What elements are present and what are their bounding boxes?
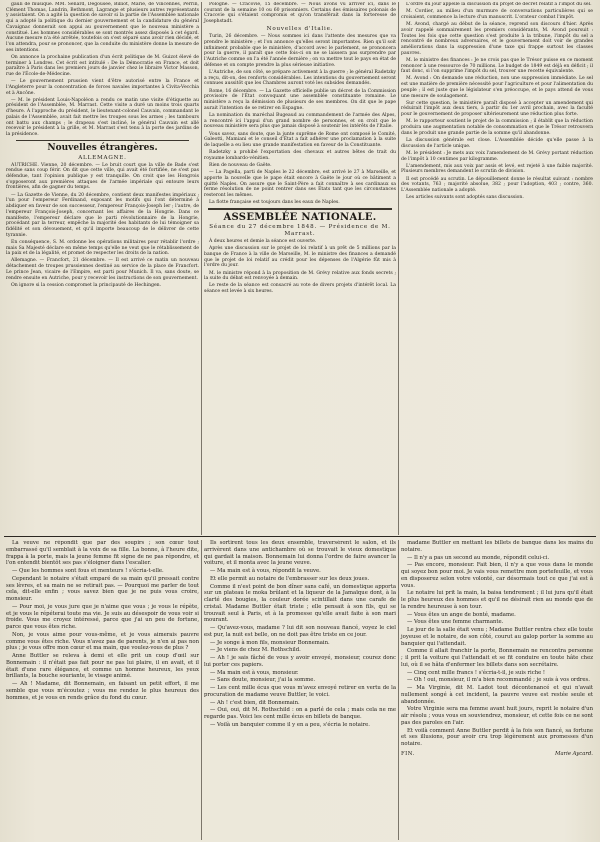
paragraph: — Vous êtes un ange de bonté, madame. (407, 611, 516, 618)
paragraph: Votre Virginie sera ma femme avant huit jours, reprit le notaire d'un air résolu ; vous vous en souviendrez, monsieur, et cette fois ce ne sont pas des paroles en l'air. (401, 706, 593, 726)
paragraph: — Ma main est à vous, répondit la veuve. (210, 568, 321, 574)
paragraph: On annonce la prochaine publication d'un écrit politique de M. Guizot élevé de terminer à Londres. Cet écrit est intitulé : De la Démocratie en France, et doit paraître à Paris dans les premiers jours de janvier chez le libraire Victor Masson, rue de l'École-de-Médecine. (6, 54, 199, 77)
divider (208, 208, 392, 210)
paragraph: Non, je vous aime pour vous-même, et je vous aimerais pauvre comme vous êtes riche. Vous n'avez pas de parents, je n'en ai pas non plus ; je vous offre mon cœur et ma main, que voulez-vous de plus ? (6, 631, 199, 652)
feuilleton-section (0, 540, 600, 840)
paragraph: Vous savez, sans doute, que la junte suprême de Rome ont composé le Comité, Galeotti, Mamiani et le conseil d'État a fait adhérer une proclamation à la suite de laquelle a eu lieu une grande manifestation en faveur de la Constituante. (204, 131, 396, 148)
paragraph: Comme il n'est point de bon dîner sans café, un domestique apporta sur un plateau le moka brûlant et la liqueur de la Jamaïque dont, à la clarté des bougies, la couleur dorée scintillait dans une carafe de cristal. Madame Buttler était triste ; elle pensait à son fils, qui se trouvait seul à Paris, et à la promesse qu'elle avait faite à son mari mourant. (204, 583, 396, 624)
paragraph: La discussion générale est close. L'Assemblée décide qu'elle passe à la discussion de l'article unique. (401, 137, 593, 149)
paragraph: — Sans doute, monsieur, j'ai la somme. (210, 677, 316, 684)
paragraph: M. le président : Je mets aux voix l'amendement de M. Grévy portant réduction de l'impôt à 10 centimes par kilogramme. (401, 150, 593, 162)
paragraph: Anne Buttler se releva à demi et elle prit un coup d'œil sur Bonnemain : il n'était pas fait pour ne pas lui plaire, il en avait, et il était d'une rare élégance, et comme un homme heureux, les yeux brillants, la bouche souriante, le visage animé. (6, 653, 199, 680)
paragraph: Les articles suivants sont adoptés sans discussion. (406, 195, 524, 201)
feuilleton-divider (4, 536, 596, 537)
paragraph: L'amendement, mis aux voix par assis et levé, est rejeté à une faible majorité. Plusieurs membres demandent le scrutin de division. (401, 163, 593, 175)
paragraph: L'Autriche, de son côté, se prépare activement à la guerre ; le général Radetzky a reçu, dit-on, des renforts considérables. Les intentions du gouvernement seront connues aussitôt que les Chambres auront voté les subsides demandés. (204, 70, 397, 87)
paragraph: La flotte française est toujours dans les eaux de Naples. (209, 200, 340, 206)
paragraph: M. Avond : On demande une réduction, non une suppression immédiate. Le sel est une matière de première nécessité pour l'agriculture et pour l'alimentation du peuple ; il est juste que le législateur s'en préoccupe, et le pays attend de vous une mesure de soulagement. (401, 76, 593, 99)
paragraph: — La Gazette de Vienne, du 20 décembre, contient deux manifestes impériaux ; l'un pour l'empereur Ferdinand, exposant les motifs qui l'ont déterminé à abdiquer en faveur de son successeur, l'empereur François-Joseph Ier ; l'autre, de l'empereur François-Joseph, concernant les affaires de la Hongrie. Dans ce manifeste, l'empereur déclare que le parti révolutionnaire de la Hongrie, procédant par la terreur, empêche la majorité des habitants de lui témoigner sa fidélité et son dévouement, et qu'il importe beaucoup de le délivrer de cette tyrannie. (6, 192, 199, 238)
paragraph: — Je songe à mon fils, monsieur Bonnemain. (210, 639, 330, 646)
paragraph: Cependant le notaire s'était emparé de sa main qu'il pressait contre ses lèvres, et sa main ne se retirait pas. — Pourquoi me parler de tout cela, dit-elle enfin ; vous savez bien que je ne puis vous croire, monsieur. (6, 575, 199, 602)
paragraph: — M. le président Louis-Napoléon a rendu ce matin une visite d'étiquette au président de l'Assemblée, M. Marrast. Cette visite a duré un moins trois quarts d'heure. À l'approche du président, le lieutenant-colonel Cauvain, commandant le palais de l'Assemblée, avait fait mettre les troupes sous les armes ; les tambours ont battu aux champs ; le drapeau s'est incliné, le général Cauvain est allé recevoir le président à la grille, et M. Marrast s'est tenu à la porte des jardins de la présidence. (6, 97, 199, 137)
paragraph: Allemagne. — Francfort, 21 décembre. — Il est arrivé ce matin un nouveau détachement de troupes prussiennes destiné au service de la place de Francfort. Le prince Jean, vicaire de l'Empire, est parti pour Munich. Il va, sans doute, se rendre ensuite en Autriche, pour y recevoir les instructions de son gouvernement. (6, 258, 199, 281)
paragraph: M. Cordier, au milieu d'un murmure de conversations particulières qui se croisaient, commence la lecture d'un manuscrit. L'orateur combat l'impôt. (401, 9, 593, 20)
paragraph: Sur cette question, le ministère paraît disposé à accepter un amendement qui réduirait l'impôt aux deux tiers, à partir du 1er avril prochain, avec la faculté pour le gouvernement de proposer ultérieurement une réduction plus forte. (401, 100, 593, 118)
paragraph: — Ah ! Madame, dit Bonnemain, en faisant un petit effort, il me semble que vous m'écoutez ; vous me rendez le plus heureux des hommes, et je vous en rends grâce du fond du cœur. (6, 681, 199, 701)
paragraph: — Ma Virginie, dit M. Ladot tout décontenancé et qui n'avait nullement songé à cet incident, la pauvre veuve est restée seule et abandonnée. (401, 685, 593, 705)
paragraph: — Que les hommes sont fous et menteurs ! s'écria-t-elle. (12, 568, 164, 574)
paragraph: — Je viens de chez M. Rothschild. (210, 647, 301, 654)
section-heading-foreign-news: Nouvelles étrangères. (47, 142, 158, 153)
fin-label: FIN. (401, 750, 415, 757)
paragraph: — Les cent mille écus que vous m'avez envoyé retirer en vertu de la procuration de madame veuve Buttler, le voici. (204, 685, 396, 698)
paragraph: Il est procédé au scrutin. Le dépouillement donne le résultat suivant : nombre des votants, 763 ; majorité absolue, 382 ; pour l'adoption, 403 ; contre, 360. L'Assemblée nationale a adopté. (401, 176, 593, 194)
section-heading-national-assembly: ASSEMBLÉE NATIONALE. (223, 212, 377, 223)
paragraph: — Ah ! je sais fâché de vous y avoir envoyé, monsieur, courez donc lui porter ces papiers. (204, 655, 396, 668)
paragraph: — Voilà un banquier comme il y en a peu, s'écria le notaire. (210, 721, 370, 728)
paragraph: — Pour moi, je vous jure que je n'aime que vous ; je vous le répète, et je vous le répéterai toute ma vie. Je suis au désespoir de vous voir si froide. Vous me croyez intéressé, parce que j'ai un peu de fortune, parce que vous êtes riche. (6, 603, 199, 630)
paragraph: Et voilà comment Anne Buttler perdit à la fois son fiancé, sa fortune et ses illusions, pour avoir cru trop légèrement aux promesses d'un notaire. (401, 727, 593, 747)
feuilleton-column-3 (398, 540, 595, 840)
ending (401, 751, 593, 758)
paragraph: Turin, 26 décembre. — Nous sommes ici dans l'attente des mesures que va prendre le ministère ; et l'on annonce qu'elles seront importantes. Rien qu'il soit infiniment probable que le ministère, d'accord avec le parlement, se prononcera pour la guerre, il paraît que cette fois-ci on ne se laissera pas surprendre par l'Autriche comme on l'a été l'année dernière ; on va mettre tout le pays en état de défense et on compte prendre la plus sérieuse initiative. (204, 34, 396, 68)
paragraph: Pologne. — Cracovie, 15 décembre. — Nous avons vu arriver ici, dans le courant de la semaine 10 ou 60 prisonniers. Certains des émissaires polonais de Cracovie qui s'étaient compromis et qu'on transférait dans la forteresse de Josephstadt. (204, 2, 396, 25)
paragraph: Le notaire lui prit la main, la baisa tendrement ; il lui jura qu'il était le plus heureux des hommes et qu'il ne désirait rien au monde que de la rendre heureuse à son tour. (401, 590, 593, 610)
column-1 (4, 2, 201, 535)
paragraph: AUTRICHE. Vienne, 20 décembre. — Le bruit court que la ville de Bade s'est rendue sans coup férir. On dit que cette ville, qui avait été fortifiée, ne s'est pas défendue, tant l'opinion publique y est tranquille. On croit que les Hongrois s'opposeront aux premières attaques de l'armée impériale qui entoure leurs frontières, afin de gagner du temps. (6, 162, 199, 191)
paragraph: Le reste de la séance est consacré au vote de divers projets d'intérêt local. La séance est levée à six heures. (204, 283, 396, 295)
section-subheading-germany: ALLEMAGNE. (78, 154, 127, 161)
paragraph: Le jour de la salle était venu ; Madame Buttler rentra chez elle toute joyeuse et le notaire, de son côté, courut au galop porter la somme au banquier qui l'attendait. (401, 627, 593, 647)
paragraph: — Ah ! c'est bien, dit Bonnemain. (210, 699, 300, 706)
paragraph: — Il n'y a pas un second au monde, répondit celui-ci. (407, 554, 550, 561)
feuilleton-column-2 (201, 540, 398, 840)
paragraph: — Qu'avez-vous, madame ? lui dit son nouveau fiancé, voyez le ciel est pur, la nuit est belle, on ne doit pas être triste en ce jour. (204, 625, 396, 638)
paragraph: — Le gouvernement prussien vient d'être autorisé entre la France et l'Angleterre pour la concentration de forces navales importantes à Civita-Vecchia et à Ancône. (6, 79, 199, 96)
paragraph: — Cinq cent mille francs ! s'écria-t-il, je suis riche ! (407, 669, 546, 676)
section-heading-italy-news: Nouvelles d'Italie. (266, 26, 334, 33)
paragraph: gauli de musique. MM. Senard, Degousée, Billiot, Marie, de Vincennes, Perrin, Clément Thomas, Landrin, Bethmont, Lagrange et plusieurs autres représentants y assistaient. On a agité la question de savoir si la partie de l'Assemblée nationale qui a adopté la politique du dernier gouvernement et la candidature du général Cavaignac donnerait son appui au gouvernement que le nouveau ministère a constitué. Les hommes considérables se sont montrés assez disposés à cet égard. Aucune mesure n'a été arrêtée, toutefois on s'est séparé sans avoir rien décidé, et l'on attendra, pour se prononcer, que la conduite du ministère donne la mesure de ses intentions. (6, 2, 199, 53)
paragraph: M. le ministre des finances : Je ne crois pas que le Trésor puisse en ce moment renoncer à une ressource de 70 millions. Le budget de 1849 est déjà en déficit ; il faut donc, si l'on supprime l'impôt du sel, trouver une recette équivalente. (401, 57, 593, 75)
paragraph: La veuve ne répondit que par des soupirs ; son cœur tout embarrassé qu'il semblait à la voix de sa fille. La bonne, à l'heure dite, frappa à la porte, mais la jeune femme fit signe de ne pas répondre, et l'on entendit bientôt ses pas s'éloigner dans l'escalier. (6, 540, 199, 567)
paragraph: L'ordre du jour appelle la discussion du projet de décret relatif à l'impôt du sel. (406, 2, 592, 7)
paragraph: M. Avond, chargé au début de la séance, reprend son discours d'hier. Après avoir rappelé sommairement les premiers considérants, M. Avond poursuit : Toutes les fois que cette question s'est produite à la tribune, l'impôt du sel a rencontré de nombreux adversaires, et le gouvernement doit voir de grandes améliorations dans la suppression d'une taxe qui frappe surtout les classes pauvres. (401, 22, 593, 56)
column-2 (201, 2, 398, 535)
paragraph: La nomination du maréchal Bugeaud au commandement de l'armée des Alpes, a rencontré ici l'appui d'un grand nombre de personnes, et on croit que le nouveau ministère sera plus que jamais disposé à soutenir les intérêts de l'Italie. (204, 112, 396, 130)
paragraph: En conséquence, S. M. ordonne les opérations militaires pour rétablir l'ordre ; mais Sa Majesté déclare en même temps qu'elle ne veut que le rétablissement de la paix et de la légalité, et promet de respecter les droits de la nation. (6, 239, 199, 257)
paragraph: Rome, 16 décembre. — La Gazette officielle publie un décret de la Commission provisoire de l'État convoquant une assemblée constituante romaine. Le ministère a reçu la démission de plusieurs de ses membres. On dit que le pape aurait l'intention de se retirer en Espagne. (204, 88, 396, 111)
paragraph: M. le rapporteur soutient le projet de la commission ; il établit que la réduction produira une augmentation notable de consommation et que le Trésor retrouvera dans le produit une grande partie de la somme qu'il abandonne. (401, 119, 593, 136)
paragraph: Radetzky a prohibé l'exportation des chevaux et autres bêtes de trait du royaume lombardo-vénitien. (204, 150, 396, 161)
session-date: Séance du 27 décembre 1848. — Présidence de M. Marrast. (209, 224, 391, 237)
paragraph: On ignore si la cession compromet la principauté de Hechingen. (11, 282, 162, 288)
divider (16, 140, 189, 141)
paragraph: À deux heures et demie la séance est ouverte. (209, 239, 317, 244)
paragraph: — Ma main est à vous, monsieur. (210, 669, 299, 676)
paragraph: — Oh ! oui, monsieur, il m'a bien recommandé ; je suis à vos ordres. (407, 677, 590, 684)
paragraph: M. le ministre répond à la proposition de M. Grévy relative aux fonds secrets ; la suite du débat est renvoyée à demain. (204, 270, 396, 282)
paragraph: Rien de nouveau de Gaëte. (209, 163, 272, 169)
paragraph: Après une discussion sur le projet de loi relatif à un prêt de 5 millions par la banque de France à la ville de Marseille, M. le ministre des finances a demandé que le projet de loi relatif au crédit pour les dépenses de l'Algérie fût mis à l'ordre du jour. (204, 246, 396, 269)
author-signature: Marie Aycard. (555, 750, 593, 757)
paragraph: — Vous êtes une femme charmante. (407, 619, 504, 626)
paragraph: Ils sortirent tous les deux ensemble, traversèrent le salon, et ils arrivèrent dans une antichambre où se trouvait le vieux domestique qui gardait la maison. Bonnemain lui donna l'ordre de faire avancer la voiture, et il monta avec la jeune veuve. (204, 540, 396, 567)
paragraph: — Oui, oui, dit M. Rothschild : on a parlé de cela ; mais cela ne me regarde pas. Voici les cent mille écus en billets de banque. (204, 707, 396, 720)
paragraph: madame Buttler en mettant les billets de banque dans les mains du notaire. (401, 540, 593, 553)
column-3 (398, 2, 595, 535)
paragraph: Et elle permit au notaire de l'embrasser sur les deux joues. (210, 575, 370, 582)
paragraph: — La Pagella, parti de Naples le 22 décembre, est arrivé le 27 à Marseille, et apporte la nouvelle que le pape était encore à Gaëte le jour où ce bâtiment a quitté Naples. On assure que le Saint-Père a fait connaître à ses cardinaux sa ferme résolution de ne point rentrer dans ses États tant que les circonstances resteront les mêmes. (204, 170, 396, 199)
feuilleton-column-1 (4, 540, 201, 840)
paragraph: — Pas encore, monsieur. Fait bien, il n'y a que vous dans le monde qui soyez bon pour moi. Je vais vous remettre mon portefeuille, et vous en disposerez selon votre volonté, car désormais tout ce que j'ai est à vous. (401, 562, 593, 589)
paragraph: Comme il allait franchir la porte, Bonnemain ne rencontra personne ; il prit la voiture qui l'attendait et se fit conduire en toute hâte chez lui, où il se hâta d'enfermer les billets dans son secrétaire. (401, 648, 593, 668)
